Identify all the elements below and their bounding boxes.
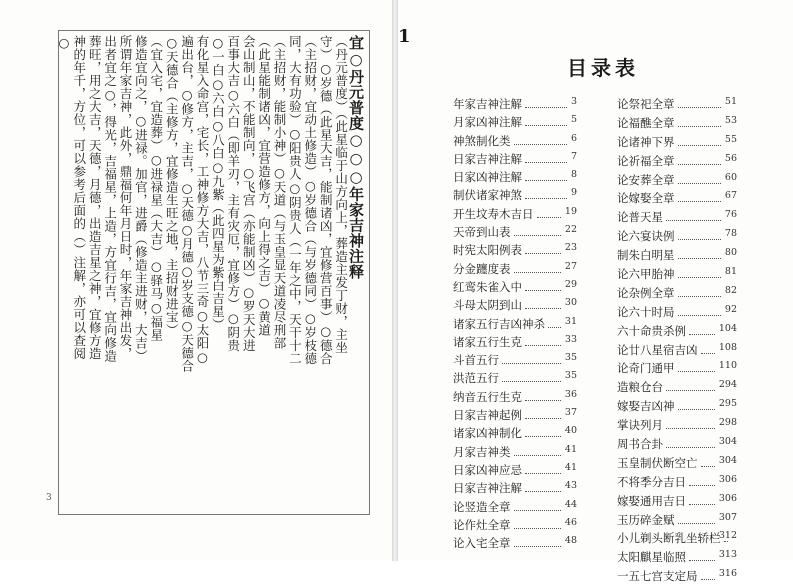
toc-entry-page: 27: [564, 260, 577, 272]
toc-entry-title: 诸家五行生克: [453, 334, 522, 349]
toc-entry[interactable]: [617, 436, 737, 455]
toc-leader-dots: [701, 342, 715, 354]
toc-entry-title: 论嫁娶全章: [617, 191, 675, 206]
toc-entry-title: 日家吉神注解: [453, 151, 522, 166]
toc-entry-title: 论福醮全章: [617, 115, 675, 130]
toc-leader-dots: [525, 407, 561, 419]
toc-entry-title: 日家吉神注解: [453, 481, 522, 496]
toc-entry[interactable]: [453, 187, 577, 205]
toc-entry[interactable]: [617, 266, 737, 285]
vertical-text-column: （宜入宅，宜造葬）○进禄星（大吉）○驿马○福星: [148, 35, 164, 342]
toc-entry-page: 312: [718, 530, 737, 542]
toc-entry[interactable]: [617, 134, 737, 153]
toc-entry-page: 35: [564, 370, 577, 382]
toc-leader-dots: [689, 474, 715, 486]
toc-leader-dots: [666, 436, 715, 448]
toc-entry-title: 论入宅全章: [453, 536, 511, 551]
toc-leader-dots: [548, 316, 561, 328]
toc-leader-dots: [678, 266, 721, 278]
toc-entry-page: 76: [724, 209, 737, 221]
toc-entry[interactable]: [453, 352, 577, 370]
toc-entry-title: 诸家凶神制化: [453, 426, 522, 441]
toc-entry-title: 神煞制化类: [453, 133, 511, 148]
toc-entry-title: 月家吉神类: [453, 444, 511, 459]
toc-entry-page: 80: [724, 247, 737, 259]
vertical-text-column: ○: [56, 35, 72, 51]
toc-entry-title: 论竖造全章: [453, 499, 511, 514]
toc-entry[interactable]: [453, 114, 577, 132]
toc-leader-dots: [525, 279, 561, 291]
toc-entry[interactable]: [453, 334, 577, 352]
toc-entry-title: 日家凶神注解: [453, 170, 522, 185]
toc-entry-page: 104: [718, 322, 737, 334]
toc-entry-page: 36: [564, 388, 577, 400]
toc-leader-dots: [514, 444, 561, 456]
toc-entry-title: 掌诀列月: [617, 418, 663, 433]
toc-entry[interactable]: [453, 279, 577, 297]
vertical-text-column: 有化星入命宫，宅长，工神修方大吉，八节三奇○太阳○: [195, 35, 210, 365]
toc-leader-dots: [678, 115, 721, 127]
toc-entry[interactable]: [453, 316, 577, 334]
vertical-text-column: （主招财，能制小神）○天道（与玉皇显天道凌尽刑部: [272, 35, 287, 350]
toc-entry-page: 37: [564, 407, 577, 419]
toc-entry-page: 82: [724, 284, 737, 296]
toc-leader-dots: [689, 323, 715, 335]
toc-entry[interactable]: [453, 96, 577, 114]
toc-entry[interactable]: [617, 228, 737, 247]
toc-entry-page: 306: [718, 473, 737, 485]
toc-entry-title: 一五七宫支定局: [617, 569, 698, 584]
toc-entry-page: 29: [564, 278, 577, 290]
toc-entry[interactable]: [453, 462, 577, 480]
vertical-text-column: 遍出台，○修方，主吉，○天德○月德○岁支德○天德合: [179, 35, 195, 373]
toc-entry-title: 诸家五行吉凶神杀: [453, 316, 545, 331]
toc-leader-dots: [701, 455, 715, 467]
toc-entry-page: 295: [718, 398, 737, 410]
toc-entry[interactable]: [453, 499, 577, 517]
toc-entry-page: 7: [570, 150, 577, 162]
toc-entry[interactable]: [453, 297, 577, 315]
right-page-mark: 1: [398, 26, 411, 47]
toc-leader-dots: [514, 261, 561, 273]
toc-leader-dots: [525, 389, 561, 401]
toc-entry[interactable]: [617, 209, 737, 228]
toc-entry-page: 41: [564, 461, 577, 473]
toc-entry-page: 60: [724, 171, 737, 183]
toc-entry-page: 294: [718, 379, 737, 391]
toc-entry-title: 论六十时局: [617, 304, 675, 319]
toc-entry[interactable]: [453, 425, 577, 443]
toc-leader-dots: [689, 549, 715, 561]
toc-right-column: [617, 96, 737, 587]
toc-entry-title: 纳音五行生克: [453, 389, 522, 404]
toc-entry-page: 41: [564, 443, 577, 455]
toc-entry[interactable]: [453, 242, 577, 260]
toc-entry-title: 月家凶神注解: [453, 115, 522, 130]
toc-title: 目录表: [567, 56, 639, 80]
toc-leader-dots: [514, 517, 561, 529]
toc-entry-title: 斗首五行: [453, 353, 499, 368]
vertical-text-column: 同，大有功验）○阳贵人○阴贵人（一年之中，天干十二: [287, 35, 303, 365]
toc-entry-title: 洪范五行: [453, 371, 499, 386]
toc-entry-title: 时宪太阳例表: [453, 243, 522, 258]
toc-entry[interactable]: [617, 96, 737, 115]
toc-leader-dots: [525, 425, 561, 437]
left-page-number: 3: [46, 493, 52, 503]
toc-entry-title: 论杂例全章: [617, 285, 675, 300]
toc-entry[interactable]: [617, 530, 737, 549]
toc-entry-title: 嫁娶通用吉日: [617, 493, 686, 508]
toc-entry[interactable]: [453, 169, 577, 187]
toc-entry[interactable]: [453, 389, 577, 407]
vertical-text-column: （主招财，宜动土修造）○岁德合（与岁德同）○岁枝德: [302, 35, 318, 365]
toc-entry[interactable]: [617, 379, 737, 398]
toc-entry[interactable]: [453, 370, 577, 388]
toc-leader-dots: [678, 228, 721, 240]
vertical-text-column: 百事大吉○六白（即羊刃，主有灾厄，宜修方）○阴贵: [225, 35, 241, 352]
toc-leader-dots: [678, 190, 721, 202]
toc-entry-page: 56: [724, 152, 737, 164]
toc-leader-dots: [701, 568, 715, 580]
toc-leader-dots: [525, 480, 561, 492]
toc-leader-dots: [678, 512, 715, 524]
toc-leader-dots: [525, 114, 567, 126]
toc-entry[interactable]: [617, 323, 737, 342]
toc-entry-page: 5: [570, 114, 577, 126]
toc-leader-dots: [678, 96, 721, 108]
toc-left-column: [453, 96, 577, 553]
toc-entry-page: 67: [724, 190, 737, 202]
vertical-text-frame: [58, 30, 370, 515]
toc-entry-page: 306: [718, 492, 737, 504]
toc-entry-title: 论六甲胎神: [617, 267, 675, 282]
toc-entry[interactable]: [617, 172, 737, 191]
toc-entry-page: 46: [564, 516, 577, 528]
vertical-text-column: 修造宜向之，○进禄。加官，进爵（修造主进财，大吉）: [133, 35, 149, 363]
toc-entry[interactable]: [617, 153, 737, 172]
toc-leader-dots: [502, 352, 561, 364]
toc-entry-title: 论六宴诀例: [617, 229, 675, 244]
toc-entry-title: 不将季分吉日: [617, 474, 686, 489]
vertical-text-column: 守）○岁德（此星大吉，能制诸凶，宜修营百事）○德合: [318, 35, 334, 365]
toc-entry[interactable]: [617, 190, 737, 209]
toc-entry[interactable]: [453, 261, 577, 279]
toc-entry-title: 开生坟寿木吉日: [453, 206, 534, 221]
toc-entry-page: 316: [718, 568, 737, 580]
toc-leader-dots: [666, 209, 721, 221]
toc-entry-page: 92: [724, 303, 737, 315]
toc-entry-page: 43: [564, 480, 577, 492]
toc-leader-dots: [689, 493, 715, 505]
toc-entry-page: 51: [724, 96, 737, 107]
toc-entry-title: 制朱白明星: [617, 248, 675, 263]
vertical-text-column: ○一白○六白○八白○九紫（此四星为紫白吉星）: [210, 35, 226, 331]
toc-entry-page: 22: [564, 224, 577, 236]
toc-entry[interactable]: [453, 407, 577, 425]
toc-entry-title: 制伏诸家神煞: [453, 188, 522, 203]
toc-entry-title: 天帝到山表: [453, 225, 511, 240]
toc-entry-title: 论奇门通甲: [617, 361, 675, 376]
toc-entry-title: 小儿剃头断乳坐轿栏: [617, 531, 721, 546]
toc-entry[interactable]: [617, 285, 737, 304]
toc-leader-dots: [678, 134, 721, 146]
toc-leader-dots: [525, 297, 561, 309]
toc-leader-dots: [525, 169, 567, 181]
toc-entry-page: 33: [564, 333, 577, 345]
toc-leader-dots: [502, 370, 561, 382]
toc-entry[interactable]: [617, 474, 737, 493]
toc-entry[interactable]: [453, 535, 577, 553]
toc-leader-dots: [666, 417, 715, 429]
vertical-title-column: 宜○丹元普度○○○年家吉神注释: [347, 35, 365, 280]
toc-entry[interactable]: [453, 480, 577, 498]
toc-entry[interactable]: [617, 115, 737, 134]
toc-entry[interactable]: [453, 517, 577, 535]
toc-leader-dots: [525, 96, 567, 108]
toc-entry-title: 玉皇制伏断空亡: [617, 455, 698, 470]
toc-entry-title: 玉历碎金赋: [617, 512, 675, 527]
toc-leader-dots: [678, 172, 721, 184]
toc-leader-dots: [537, 206, 561, 218]
toc-entry[interactable]: [617, 304, 737, 323]
toc-entry-title: 论安葬全章: [617, 172, 675, 187]
toc-entry-title: 日家吉神起例: [453, 408, 522, 423]
toc-entry-page: 313: [718, 549, 737, 561]
toc-entry-page: 40: [564, 425, 577, 437]
toc-entry-page: 23: [564, 242, 577, 254]
toc-entry-title: 分金躔度表: [453, 261, 511, 276]
toc-leader-dots: [525, 242, 561, 254]
toc-entry-title: 年家吉神注解: [453, 97, 522, 111]
toc-entry-page: 6: [570, 132, 577, 144]
vertical-text-column: 出者宜之○，得光，吉福星，上造，方宜行吉，宜向修造: [102, 35, 118, 363]
toc-entry-title: 论诸神下界: [617, 134, 675, 149]
toc-leader-dots: [666, 379, 715, 391]
toc-entry-page: 298: [718, 417, 737, 429]
toc-entry[interactable]: [617, 398, 737, 417]
toc-entry[interactable]: [617, 342, 737, 361]
toc-entry[interactable]: [617, 549, 737, 568]
toc-entry-page: 44: [564, 498, 577, 510]
toc-entry-page: 108: [718, 341, 737, 353]
toc-leader-dots: [514, 535, 561, 547]
toc-entry[interactable]: [453, 224, 577, 242]
toc-entry-page: 30: [564, 297, 577, 309]
toc-entry-title: 论廿八星宿吉凶: [617, 342, 698, 357]
toc-entry-title: 论普天星: [617, 210, 663, 225]
toc-leader-dots: [525, 151, 567, 163]
vertical-text-column: 神的年千，方位，可以参考后面的（）注解，亦可以查阅: [71, 35, 87, 360]
vertical-text-column: 葬旺，用之大吉，天德，月德，出造吉星之神，宜修方造: [87, 35, 103, 360]
toc-leader-dots: [525, 334, 561, 346]
toc-entry-page: 304: [718, 436, 737, 448]
toc-entry[interactable]: [617, 568, 737, 587]
toc-entry[interactable]: [453, 444, 577, 462]
toc-leader-dots: [678, 153, 721, 165]
toc-entry[interactable]: [453, 133, 577, 151]
toc-leader-dots: [678, 285, 721, 297]
toc-entry-title: 论祈福全章: [617, 153, 675, 168]
toc-entry[interactable]: [617, 247, 737, 266]
toc-entry-title: 太阳麒星临照: [617, 550, 686, 565]
vertical-text-column: （丹元普度）（此星临于山方向上，葬造主发丁财，主坐: [333, 35, 349, 354]
toc-leader-dots: [525, 462, 561, 474]
toc-entry[interactable]: [617, 455, 737, 474]
vertical-text-column: 会山制山，不能制向，○飞宫（亦能制凶）○罗天大进: [241, 35, 257, 352]
toc-entry-page: 53: [724, 114, 737, 126]
toc-entry[interactable]: [617, 512, 737, 531]
toc-entry-page: 110: [718, 360, 737, 372]
toc-leader-dots: [514, 133, 567, 145]
toc-entry-title: 斗母太阴到山: [453, 298, 522, 313]
toc-entry[interactable]: [617, 417, 737, 436]
toc-leader-dots: [514, 499, 561, 511]
toc-entry-title: 论祭祀全章: [617, 97, 675, 111]
vertical-text-column: （此星能制诸凶，宜营造修方，向上得之吉）○黄道: [256, 35, 272, 337]
toc-entry-title: 嫁娶吉凶神: [617, 399, 675, 414]
toc-leader-dots: [678, 247, 721, 259]
toc-leader-dots: [514, 224, 561, 236]
toc-entry-page: 35: [564, 352, 577, 364]
toc-entry-title: 论作灶全章: [453, 517, 511, 532]
toc-entry-page: 9: [570, 187, 577, 199]
toc-entry[interactable]: [617, 360, 737, 379]
toc-entry-page: 304: [718, 454, 737, 466]
toc-entry-page: 8: [570, 169, 577, 181]
toc-leader-dots: [678, 360, 715, 372]
toc-leader-dots: [678, 398, 715, 410]
toc-entry-title: 周书合卦: [617, 437, 663, 452]
toc-entry-page: 19: [564, 205, 577, 217]
toc-entry-page: 55: [724, 133, 737, 145]
toc-leader-dots: [678, 304, 721, 316]
toc-entry-page: 78: [724, 228, 737, 240]
toc-entry-page: 48: [564, 535, 577, 547]
vertical-text-column: 所谓年家吉神，此外，鼎福何年月日时，年家吉神出发，: [118, 35, 133, 360]
toc-leader-dots: [525, 187, 567, 199]
toc-entry-page: 3: [570, 96, 577, 107]
toc-entry-title: 造粮仓台: [617, 380, 663, 395]
toc-entry[interactable]: [453, 151, 577, 169]
toc-entry-page: 81: [724, 266, 737, 278]
toc-entry-title: 日家凶神应忌: [453, 462, 522, 477]
vertical-text-column: ○天德合（主修方，宜修造生旺之地，主招财进宝）: [164, 35, 180, 337]
toc-entry-title: 红鸾朱雀入中: [453, 279, 522, 294]
toc-entry-page: 31: [564, 315, 577, 327]
toc-entry[interactable]: [453, 206, 577, 224]
toc-entry[interactable]: [617, 493, 737, 512]
toc-entry-title: 六十命贵杀例: [617, 323, 686, 338]
toc-entry-page: 307: [718, 511, 737, 523]
